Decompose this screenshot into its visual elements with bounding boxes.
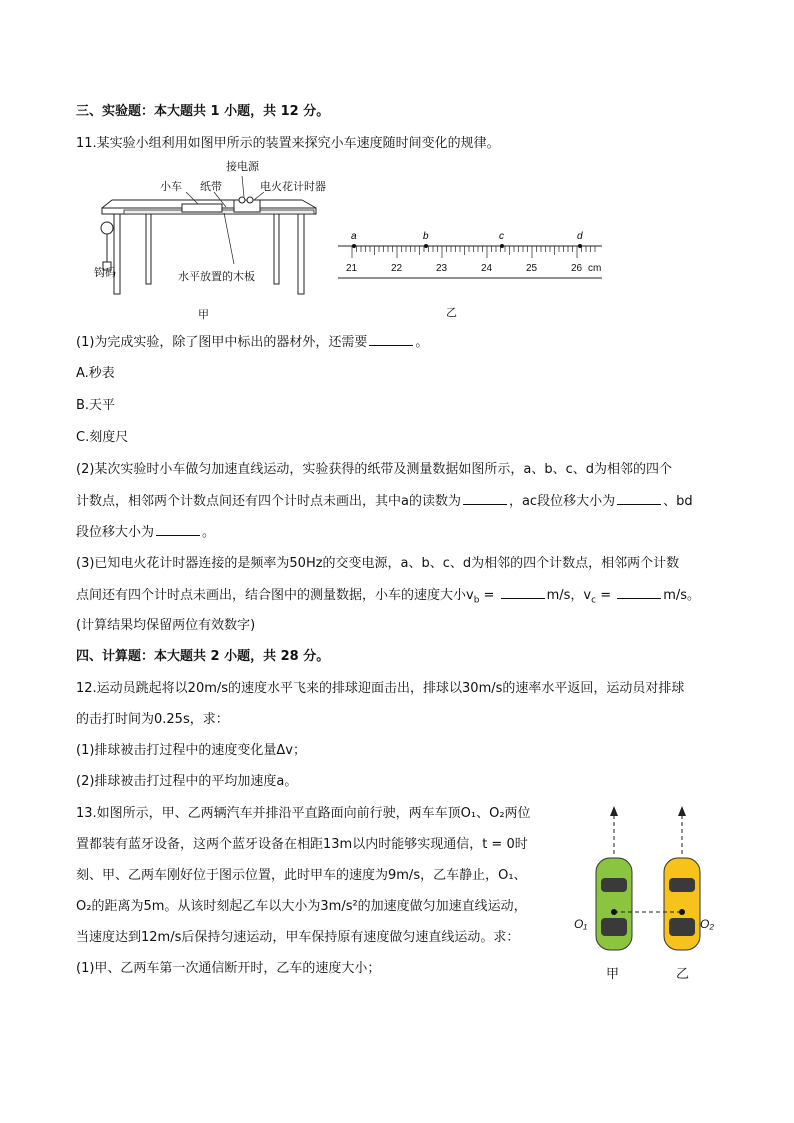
ruler-label: 23	[436, 263, 448, 274]
q12-line1: 12.运动员跳起将以20m/s的速度水平飞来的排球迎面击出，排球以30m/s的速率水平返回，运动员对排球	[76, 681, 685, 696]
caption-jia: 甲	[198, 309, 209, 321]
tape-point-label: a	[351, 231, 357, 242]
label-car-yi: 乙	[676, 966, 690, 981]
q13-line3: 刻、甲、乙两车刚好位于图示位置，此时甲车的速度为9m/s，乙车静止，O₁、	[76, 868, 527, 883]
answer-blank[interactable]	[369, 333, 413, 346]
q13-line5: 当速度达到12m/s后保持匀速运动，甲车保持原有速度做匀速直线运动。求：	[76, 930, 520, 945]
q11-stem: 11.某实验小组利用如图甲所示的装置来探究小车速度随时间变化的规律。	[76, 136, 500, 151]
answer-blank[interactable]	[501, 586, 545, 599]
label-o2: O₂	[700, 917, 714, 931]
ruler-label: 22	[391, 263, 403, 274]
car-jia	[596, 858, 632, 950]
q11-part3-line2: 点间还有四个计时点未画出，结合图中的测量数据，小车的速度大小$v_b = m/s$，$v_c = m/s$。	[76, 588, 701, 606]
ruler-unit: cm	[588, 263, 602, 274]
car-yi	[664, 858, 700, 950]
caption-yi: 乙	[446, 307, 457, 319]
label-o1: O₁	[574, 917, 588, 931]
q11-part3-line3: (计算结果均保留两位有效数字)	[76, 618, 256, 633]
tape-point-label: d	[577, 231, 583, 242]
q11-part2-line3: 段位移大小为 。	[76, 525, 216, 540]
label-timer: 电火花计时器	[260, 181, 326, 193]
q11-part3-line1: (3)已知电火花计时器连接的是频率为50Hz的交变电源，a、b、c、d为相邻的四个计数点，相邻两个计数	[76, 556, 680, 571]
label-tape: 纸带	[200, 181, 222, 193]
tape-point	[424, 244, 428, 248]
figure-tape-ruler	[334, 226, 610, 322]
q12-part2: (2)排球被击打过程中的平均加速度a。	[76, 774, 298, 789]
q12-part1: (1)排球被击打过程中的速度变化量Δv；	[76, 743, 307, 758]
ruler-label: 25	[526, 263, 538, 274]
tape-point	[578, 244, 582, 248]
ruler-label: 24	[481, 263, 493, 274]
answer-blank[interactable]	[617, 492, 661, 505]
answer-blank[interactable]	[156, 523, 200, 536]
option-b: B.天平	[76, 398, 116, 413]
label-power: 接电源	[226, 161, 259, 173]
section4-heading: 四、计算题：本大题共 2 小题，共 28 分。	[76, 649, 330, 664]
label-weight: 钩码	[94, 267, 116, 279]
tape-point	[500, 244, 504, 248]
q13-line1: 13.如图所示，甲、乙两辆汽车并排沿平直路面向前行驶，两车车顶O₁、O₂两位	[76, 806, 531, 821]
section3-heading: 三、实验题：本大题共 1 小题，共 12 分。	[76, 104, 330, 119]
figure-two-cars	[570, 800, 730, 990]
label-cart: 小车	[160, 181, 182, 193]
label-board: 水平放置的木板	[178, 271, 255, 283]
q13-line4: O₂的距离为5m。从该时刻起乙车以大小为3m/s²的加速度做匀加速直线运动，	[76, 899, 527, 914]
answer-blank[interactable]	[463, 492, 507, 505]
q13-line2: 置都装有蓝牙设备，这两个蓝牙设备在相距13m以内时能够实现通信，t = 0时	[76, 837, 528, 852]
option-a: A.秒表	[76, 366, 115, 381]
tape-point-label: c	[499, 231, 504, 242]
q13-part1: (1)甲、乙两车第一次通信断开时，乙车的速度大小；	[76, 961, 381, 976]
q11-part2-line1: (2)某次实验时小车做匀加速直线运动，实验获得的纸带及测量数据如图所示，a、b、c、d为相邻的四个	[76, 462, 673, 477]
figure-apparatus	[94, 156, 326, 322]
q11-part2-line2: 计数点，相邻两个计数点间还有四个计时点未画出，其中a的读数为 ，ac段位移大小为 、bd	[76, 494, 693, 509]
tape-point	[352, 244, 356, 248]
label-car-jia: 甲	[606, 966, 620, 981]
ruler-label: 21	[346, 263, 358, 274]
tape-point-label: b	[423, 231, 429, 242]
ruler-label: 26	[571, 263, 583, 274]
option-c: C.刻度尺	[76, 430, 129, 445]
q12-line2: 的击打时间为0.25s，求：	[76, 712, 229, 727]
q11-part1: (1)为完成实验，除了图甲中标出的器材外，还需要 。	[76, 335, 429, 350]
answer-blank[interactable]	[617, 586, 661, 599]
